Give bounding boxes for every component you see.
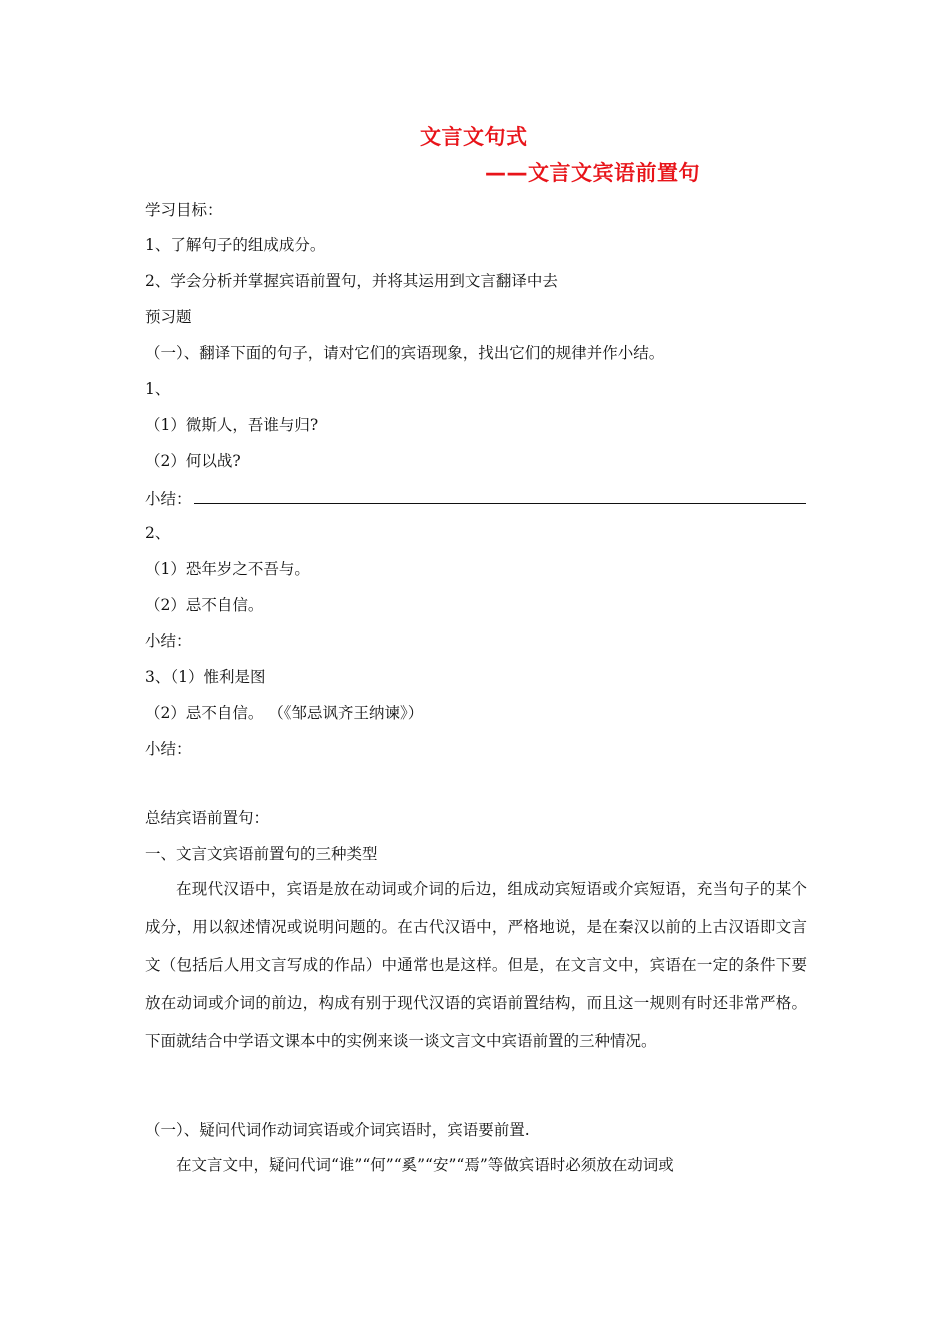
section-1-paragraph: 在现代汉语中，宾语是放在动词或介词的后边，组成动宾短语或介宾短语，充当句子的某个成分，用以叙述情况或说明问题的。在古代汉语中，严格地说，是在秦汉以前的上古汉语即文言文（包括后人用文言写成的作品）中通常也是这样。但是，在文言文中，宾语在一定的条件下要放在动词或介词的前边，构成有别于现代汉语的宾语前置结构，而且这一规则有时还非常严格。下面就结合中学语文课本中的实例来谈一谈文言文中宾语前置的三种情况。 [145,880,807,1050]
summary-label-3: 小结： [145,740,192,758]
summary-line-1 [145,487,806,509]
subsection-1-paragraph: 在文言文中，疑问代词“谁”“何”“奚”“安”“焉”等做宾语时必须放在动词或 [176,1156,674,1174]
group1-item1: （1）微斯人，吾谁与归? [145,416,319,434]
section-1-heading: 一、文言文宾语前置句的三种类型 [145,845,378,863]
group3-item2: （2）忌不自信。 （《邹忌讽齐王纳谏》） [145,704,424,722]
conclusion-heading: 总结宾语前置句： [145,809,270,827]
subsection-1-heading: （一）、疑问代词作动词宾语或介词宾语时，宾语要前置. [145,1121,530,1139]
objectives-heading: 学习目标： [145,201,223,219]
document-subtitle: ——文言文宾语前置句 [485,161,700,185]
summary-label-2: 小结： [145,632,192,650]
group2-item2: （2）忌不自信。 [145,596,264,614]
summary-label-1: 小结： [145,490,192,508]
objective-1: 1、了解句子的组成成分。 [145,236,326,254]
group1-item2: （2）何以战? [145,452,241,470]
group2-item1: （1）恐年岁之不吾与。 [145,560,310,578]
group3-item1: 3、（1）惟利是图 [145,668,266,686]
answer-blank [194,487,806,504]
group1-label: 1、 [145,380,171,398]
preview-heading: 预习题 [145,308,192,326]
objective-2: 2、学会分析并掌握宾语前置句，并将其运用到文言翻译中去 [145,272,558,290]
document-title: 文言文句式 [420,125,528,149]
task-1: （一）、翻译下面的句子，请对它们的宾语现象，找出它们的规律并作小结。 [145,344,665,362]
group2-label: 2、 [145,524,171,542]
